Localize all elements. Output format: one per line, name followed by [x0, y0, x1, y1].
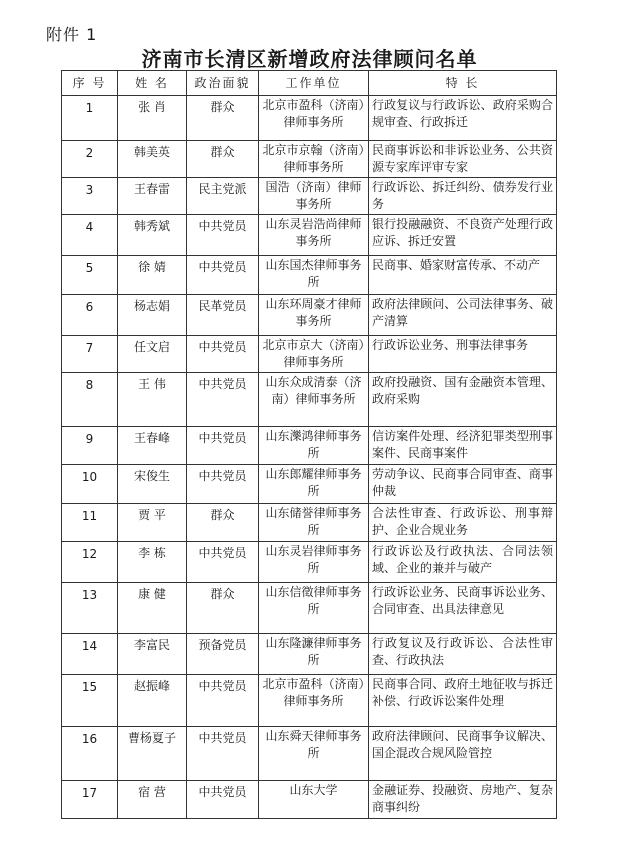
specialty: 民商事合同、政府土地征收与拆迁补偿、行政诉讼案件处理: [369, 675, 557, 727]
political-affiliation: 民主党派: [187, 178, 259, 215]
work-unit: 山东大学: [259, 781, 369, 819]
political-affiliation: 中共党员: [187, 465, 259, 504]
advisor-name: 曹杨夏子: [118, 727, 187, 781]
advisor-name: 任文启: [118, 336, 187, 373]
political-affiliation: 中共党员: [187, 215, 259, 256]
work-unit: 山东信徵律师事务所: [259, 583, 369, 634]
political-affiliation: 中共党员: [187, 336, 259, 373]
table-row: [62, 504, 557, 542]
political-affiliation: 群众: [187, 583, 259, 634]
specialty: 政府法律顾问、民商事争议解决、国企混改合规风险管控: [369, 727, 557, 781]
row-number: 2: [62, 141, 118, 178]
political-affiliation: 民革党员: [187, 295, 259, 336]
row-number: 16: [62, 727, 118, 781]
specialty: 金融证券、投融资、房地产、复杂商事纠纷: [369, 781, 557, 819]
work-unit: 山东郎耀律师事务所: [259, 465, 369, 504]
political-affiliation: 中共党员: [187, 427, 259, 465]
row-number: 11: [62, 504, 118, 542]
table-row: [62, 727, 557, 781]
advisor-name: 杨志娟: [118, 295, 187, 336]
specialty: 行政复议与行政诉讼、政府采购合规审查、行政拆迁: [369, 96, 557, 141]
work-unit: 山东众成清泰（济南）律师事务所: [259, 373, 369, 427]
advisor-name: 王春峰: [118, 427, 187, 465]
advisor-name: 韩美英: [118, 141, 187, 178]
advisor-name: 李 栋: [118, 542, 187, 583]
specialty: 政府法律顾问、公司法律事务、破产清算: [369, 295, 557, 336]
table-row: [62, 141, 557, 178]
political-affiliation: 中共党员: [187, 542, 259, 583]
work-unit: 山东濼鸿律师事务所: [259, 427, 369, 465]
political-affiliation: 群众: [187, 141, 259, 178]
advisor-name: 王春雷: [118, 178, 187, 215]
table-row: [62, 215, 557, 256]
work-unit: 北京市京翰（济南）律师事务所: [259, 141, 369, 178]
advisor-name: 宿 营: [118, 781, 187, 819]
row-number: 5: [62, 256, 118, 295]
political-affiliation: 中共党员: [187, 727, 259, 781]
attachment-label: 附件 1: [46, 25, 98, 44]
table-row: [62, 336, 557, 373]
specialty: 行政诉讼业务、民商事诉讼业务、合同审查、出具法律意见: [369, 583, 557, 634]
row-number: 15: [62, 675, 118, 727]
table-row: [62, 178, 557, 215]
table-row: [62, 295, 557, 336]
work-unit: 山东储誉律师事务所: [259, 504, 369, 542]
table-row: [62, 583, 557, 634]
specialty: 行政诉讼及行政执法、合同法领域、企业的兼并与破产: [369, 542, 557, 583]
specialty: 银行投融融资、不良资产处理行政应诉、拆迁安置: [369, 215, 557, 256]
political-affiliation: 中共党员: [187, 256, 259, 295]
header-name: 姓 名: [118, 71, 187, 96]
work-unit: 北京市京大（济南）律师事务所: [259, 336, 369, 373]
header-seq: 序 号: [62, 71, 118, 96]
advisor-name: 韩秀斌: [118, 215, 187, 256]
work-unit: 北京市盈科（济南）律师事务所: [259, 96, 369, 141]
document-title: 济南市长清区新增政府法律顾问名单: [141, 47, 478, 71]
specialty: 行政诉讼、拆迁纠纷、债券发行业务: [369, 178, 557, 215]
header-party: 政治面貌: [187, 71, 259, 96]
row-number: 9: [62, 427, 118, 465]
political-affiliation: 中共党员: [187, 675, 259, 727]
political-affiliation: 中共党员: [187, 781, 259, 819]
advisor-name: 张 肖: [118, 96, 187, 141]
work-unit: 山东隆濂律师事务所: [259, 634, 369, 675]
row-number: 10: [62, 465, 118, 504]
row-number: 14: [62, 634, 118, 675]
specialty: 民商事、婚家财富传承、不动产: [369, 256, 557, 295]
specialty: 合法性审查、行政诉讼、刑事辩护、企业合规业务: [369, 504, 557, 542]
political-affiliation: 群众: [187, 96, 259, 141]
work-unit: 山东舜天律师事务所: [259, 727, 369, 781]
advisor-name: 徐 婧: [118, 256, 187, 295]
row-number: 6: [62, 295, 118, 336]
work-unit: 山东国杰律师事务所: [259, 256, 369, 295]
table-header-row: [62, 71, 557, 96]
advisor-name: 王 伟: [118, 373, 187, 427]
advisor-table: [61, 70, 557, 819]
specialty: 劳动争议、民商事合同审查、商事仲裁: [369, 465, 557, 504]
row-number: 7: [62, 336, 118, 373]
row-number: 4: [62, 215, 118, 256]
header-unit: 工作单位: [259, 71, 369, 96]
table-row: [62, 373, 557, 427]
political-affiliation: 预备党员: [187, 634, 259, 675]
work-unit: 山东灵岩浩尚律师事务所: [259, 215, 369, 256]
specialty: 行政复议及行政诉讼、合法性审查、行政执法: [369, 634, 557, 675]
row-number: 1: [62, 96, 118, 141]
row-number: 12: [62, 542, 118, 583]
work-unit: 国浩（济南）律师事务所: [259, 178, 369, 215]
advisor-name: 赵振峰: [118, 675, 187, 727]
work-unit: 山东灵岩律师事务所: [259, 542, 369, 583]
political-affiliation: 群众: [187, 504, 259, 542]
table-row: [62, 634, 557, 675]
political-affiliation: 中共党员: [187, 373, 259, 427]
row-number: 13: [62, 583, 118, 634]
table-row: [62, 675, 557, 727]
table-row: [62, 96, 557, 141]
advisor-name: 李富民: [118, 634, 187, 675]
specialty: 民商事诉讼和非诉讼业务、公共资源专家库评审专家: [369, 141, 557, 178]
work-unit: 山东环周豪才律师事务所: [259, 295, 369, 336]
table-row: [62, 542, 557, 583]
row-number: 8: [62, 373, 118, 427]
header-specialty: 特 长: [369, 71, 557, 96]
advisor-name: 贾 平: [118, 504, 187, 542]
row-number: 17: [62, 781, 118, 819]
table-row: [62, 781, 557, 819]
specialty: 信访案件处理、经济犯罪类型刑事案件、民商事案件: [369, 427, 557, 465]
table-row: [62, 427, 557, 465]
specialty: 行政诉讼业务、刑事法律事务: [369, 336, 557, 373]
advisor-name: 宋俊生: [118, 465, 187, 504]
specialty: 政府投融资、国有金融资本管理、政府采购: [369, 373, 557, 427]
table-row: [62, 465, 557, 504]
row-number: 3: [62, 178, 118, 215]
work-unit: 北京市盈科（济南）律师事务所: [259, 675, 369, 727]
table-row: [62, 256, 557, 295]
advisor-name: 康 健: [118, 583, 187, 634]
